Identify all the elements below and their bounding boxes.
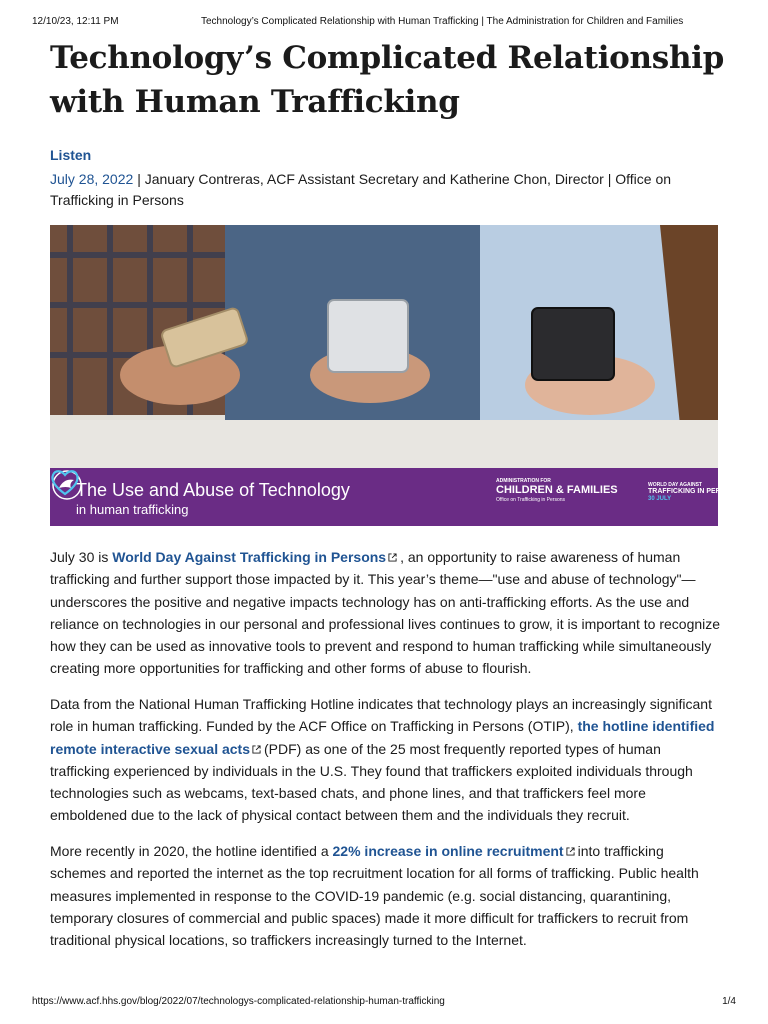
wdat-logo <box>648 482 741 503</box>
hotline-report-link[interactable]: the hotline identified remote interactive sexual acts <box>50 718 715 757</box>
external-link-icon <box>388 553 397 562</box>
print-page-number: 1/4 <box>722 996 736 1007</box>
p2-text-post: (PDF) as one of the 25 most frequently reported types of human trafficking experienced by individuals in the U.S. They found that traffickers exploited individuals through technologies such as webcams, text-based chats, and phone lines, and that traffickers feel more emboldened due to the lack of physical contact between them and the individuals they recruit. <box>50 740 693 824</box>
wdat-line2: TRAFFICKING IN PERSONS <box>648 488 741 495</box>
byline-separator: | <box>137 171 141 187</box>
listen-link[interactable]: Listen <box>50 147 92 163</box>
paragraph-3 <box>50 840 722 951</box>
print-page-title: Technology’s Complicated Relationship with Human Trafficking | The Administration for Children and Families <box>201 16 684 27</box>
acf-logo-top: ADMINISTRATION FOR <box>496 478 551 484</box>
external-link-icon <box>252 745 261 754</box>
external-link-icon <box>566 847 575 856</box>
byline-authors: January Contreras, ACF Assistant Secretary and Katherine Chon, Director <box>144 171 604 187</box>
p3-text-post: into trafficking schemes and reported the internet as the top recruitment location for all forms of trafficking. Public health measures implemented in response to the COVID-19 pandemic (e.g. social distancing, quarantining, temporary closures of commercial and public spaces) made it more difficult for traffickers to recruit from traditional physical locations, so traffickers increasingly turned to the Internet. <box>50 843 699 949</box>
paragraph-1 <box>50 546 722 680</box>
paragraph-2 <box>50 693 722 827</box>
hero-banner <box>50 468 741 526</box>
wdat-line1: WORLD DAY AGAINST <box>648 482 702 488</box>
print-datetime: 12/10/23, 12:11 PM <box>32 16 119 27</box>
page-title: Technology’s Complicated Relationship with Human Trafficking <box>50 40 725 120</box>
print-url: https://www.acf.hhs.gov/blog/2022/07/technologys-complicated-relationship-human-trafficking <box>32 996 445 1007</box>
byline <box>50 169 722 211</box>
hero-image <box>50 225 741 526</box>
p3-text-pre: More recently in 2020, the hotline identified a <box>50 843 333 859</box>
banner-subtitle: in human trafficking <box>76 502 189 517</box>
acf-logo-main: CHILDREN & FAMILIES <box>496 484 618 496</box>
world-day-link[interactable]: World Day Against Trafficking in Persons <box>112 549 387 565</box>
p1-text-post: , an opportunity to raise awareness of human trafficking and further support those impacted by it. This year’s theme—"use and abuse of technology"—underscores the positive and negative impacts technology has on anti-trafficking efforts. As the use and reliance on technologies in our personal and professional lives continues to grow, it is important to recognize how they can be used as innovative tools to prevent and respond to human trafficking while simultaneously creating more opportunities for trafficking and other forms of abuse to flourish. <box>50 549 721 677</box>
publish-date: July 28, 2022 <box>50 171 134 187</box>
p2-text-pre: Data from the National Human Trafficking Hotline indicates that technology plays an increasingly significant role in human trafficking. Funded by the ACF Office on Trafficking in Persons (OTIP), <box>50 696 712 735</box>
online-recruitment-link[interactable]: 22% increase in online recruitment <box>332 843 564 859</box>
banner-title: The Use and Abuse of Technology <box>76 480 350 500</box>
wdat-line3: 30 JULY <box>648 496 672 502</box>
heart-icon <box>50 468 80 496</box>
acf-logo-sub: Office on Trafficking in Persons <box>496 497 566 503</box>
hero-photo-illustration <box>50 225 718 468</box>
byline-office: Office on Trafficking in Persons <box>50 171 672 208</box>
p1-text-pre: July 30 is <box>50 549 113 565</box>
acf-logo <box>496 478 621 503</box>
byline-separator: | <box>607 171 612 187</box>
